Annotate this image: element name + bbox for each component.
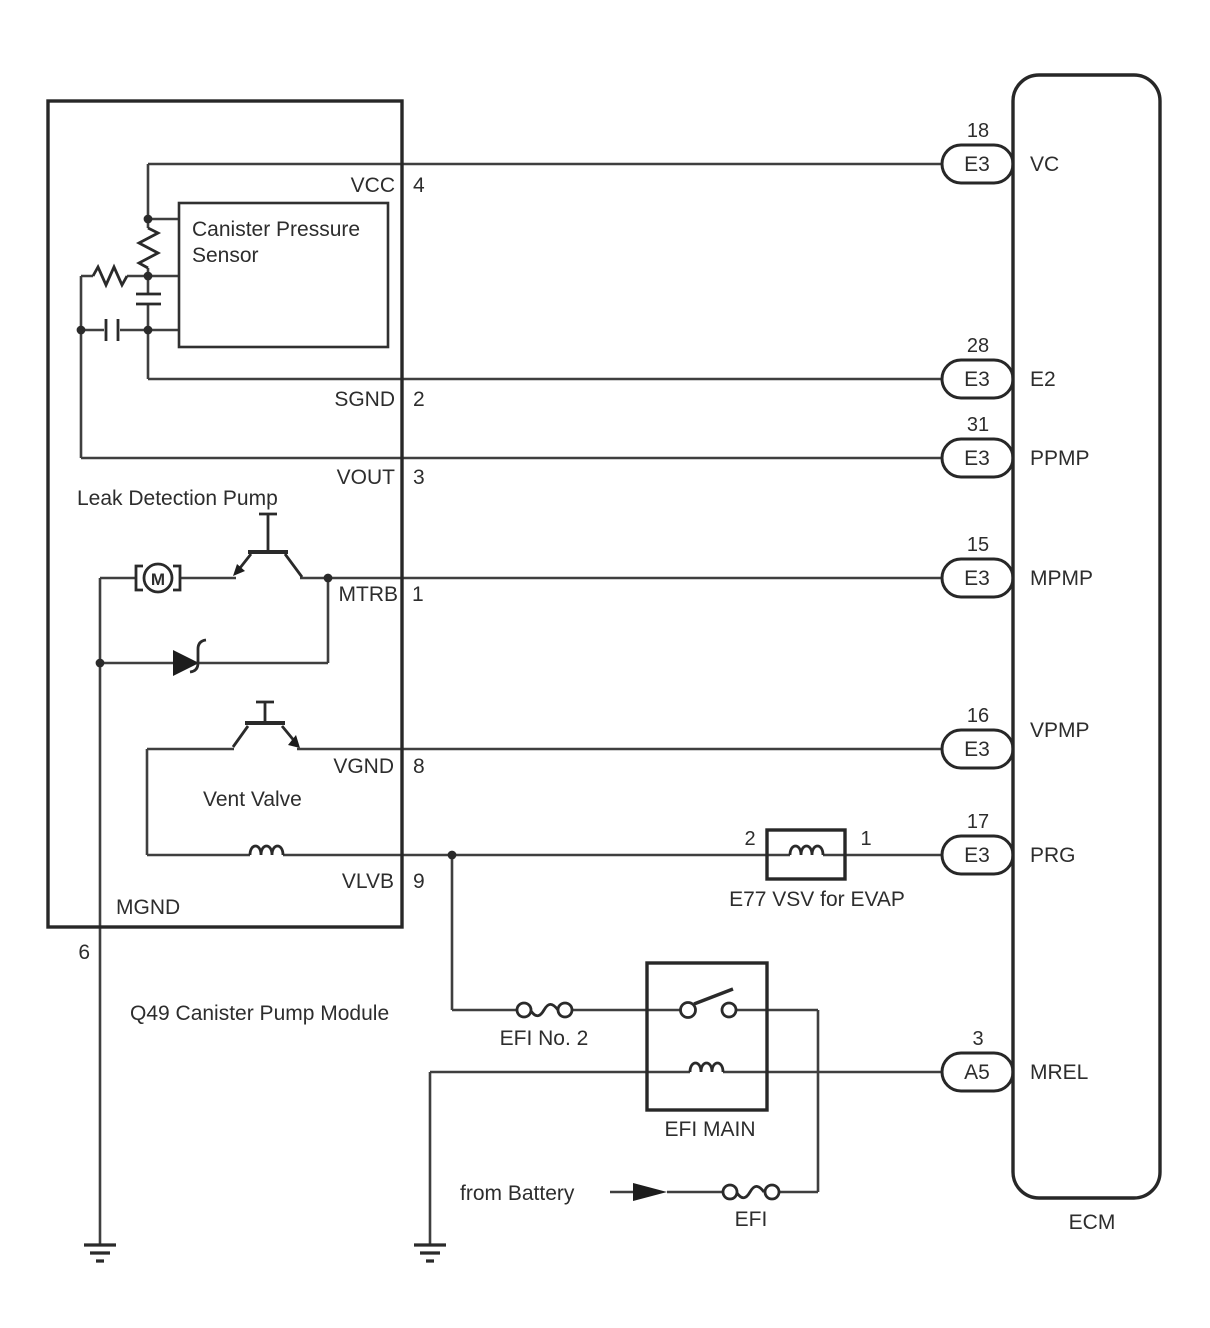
- efi-no2-fuse-icon: [517, 1003, 572, 1017]
- terminal-pin-number: 31: [966, 414, 990, 436]
- ecm-terminal-e2: [942, 335, 1056, 398]
- terminal-connector: E3: [964, 368, 990, 391]
- efi-fuse-icon: [723, 1185, 779, 1199]
- module-pin-vout: [337, 466, 425, 489]
- terminal-signal: MREL: [1030, 1061, 1089, 1084]
- pin-number: 1: [412, 583, 424, 606]
- efi-main-relay-label: EFI MAIN: [664, 1118, 756, 1141]
- ecm-box: [1013, 75, 1160, 1198]
- terminal-signal: VC: [1030, 153, 1060, 176]
- pin-name: SGND: [334, 388, 395, 411]
- terminal-pin-number: 3: [972, 1028, 984, 1050]
- pin-name: VLVB: [341, 870, 394, 893]
- mgnd-label: MGND: [116, 896, 181, 919]
- motor-icon: [136, 564, 180, 592]
- module-pin-vgnd: [333, 755, 424, 778]
- module-ground-pin-number: 6: [78, 941, 90, 964]
- ecm-terminal-vc: [942, 120, 1059, 183]
- from-battery-label: from Battery: [460, 1182, 575, 1205]
- ecm-terminal-ppmp: [942, 414, 1090, 477]
- pin-name: MTRB: [338, 583, 398, 606]
- sensor-label-line2: Sensor: [192, 244, 259, 267]
- terminal-pin-number: 18: [966, 120, 990, 142]
- terminal-connector: A5: [964, 1061, 990, 1084]
- pullup-resistor-icon: [139, 228, 158, 268]
- terminal-signal: PRG: [1030, 844, 1076, 867]
- terminal-connector: E3: [964, 447, 990, 470]
- series-resistor-icon: [93, 267, 127, 285]
- terminal-signal: PPMP: [1030, 447, 1090, 470]
- efi-main-relay-box: [647, 963, 767, 1110]
- ecm-terminal-mpmp: [942, 534, 1093, 597]
- motor-letter: M: [150, 570, 166, 589]
- capacitor-icon-horizontal: [106, 319, 118, 341]
- pin-number: 9: [413, 870, 425, 893]
- vsv-coil-icon: [790, 846, 823, 855]
- module-name-label: Q49 Canister Pump Module: [130, 1002, 390, 1025]
- terminal-pin-number: 15: [966, 534, 990, 556]
- capacitor-icon-vertical: [136, 294, 161, 304]
- ecm-terminal-vpmp: [942, 705, 1090, 768]
- leak-detection-pump-label: Leak Detection Pump: [77, 487, 278, 510]
- vsv-pin-2: 2: [744, 828, 756, 850]
- terminal-connector: E3: [964, 738, 990, 761]
- module-pin-mtrb: [339, 583, 424, 606]
- terminal-pin-number: 16: [966, 705, 990, 727]
- terminal-signal: E2: [1030, 368, 1056, 391]
- terminal-pin-number: 17: [966, 811, 990, 833]
- terminal-connector: E3: [964, 567, 990, 590]
- pin-name: VCC: [350, 174, 395, 197]
- terminal-signal: MPMP: [1030, 567, 1093, 590]
- ecm-terminal-mrel: [942, 1028, 1088, 1091]
- ecm-terminal-prg: [942, 811, 1076, 874]
- terminal-connector: E3: [964, 844, 990, 867]
- relay-coil-icon: [690, 1063, 723, 1072]
- terminal-pin-number: 28: [966, 335, 990, 357]
- pin-name: VGND: [333, 755, 394, 778]
- efi-no2-fuse-label: EFI No. 2: [499, 1027, 589, 1050]
- vsv-label: E77 VSV for EVAP: [729, 888, 905, 911]
- pin-number: 2: [413, 388, 425, 411]
- battery-arrow-icon: [633, 1183, 667, 1201]
- efi-fuse-label: EFI: [734, 1208, 768, 1231]
- module-pin-vcc: [351, 174, 425, 197]
- vent-valve-label: Vent Valve: [203, 788, 302, 811]
- vent-transistor-icon: [233, 702, 300, 748]
- pin-number: 8: [413, 755, 425, 778]
- pump-transistor-icon: [233, 514, 302, 577]
- terminal-signal: VPMP: [1030, 719, 1090, 742]
- vsv-pin-1: 1: [860, 828, 872, 850]
- terminal-connector: E3: [964, 153, 990, 176]
- wires: [81, 164, 942, 1245]
- junction-dots: [77, 215, 457, 860]
- ground-icon-module: [84, 1245, 116, 1261]
- module-pin-vlvb: [342, 870, 425, 893]
- pin-number: 4: [413, 174, 425, 197]
- vent-valve-coil-icon: [250, 846, 283, 855]
- ground-icon-relay: [414, 1245, 446, 1261]
- pin-number: 3: [413, 466, 425, 489]
- pin-name: VOUT: [336, 466, 395, 489]
- relay-switch-icon: [681, 989, 737, 1018]
- module-pin-sgnd: [334, 388, 424, 411]
- ecm-label: ECM: [1068, 1211, 1116, 1234]
- sensor-label-line1: Canister Pressure: [192, 218, 361, 241]
- zener-diode-icon: [173, 640, 206, 676]
